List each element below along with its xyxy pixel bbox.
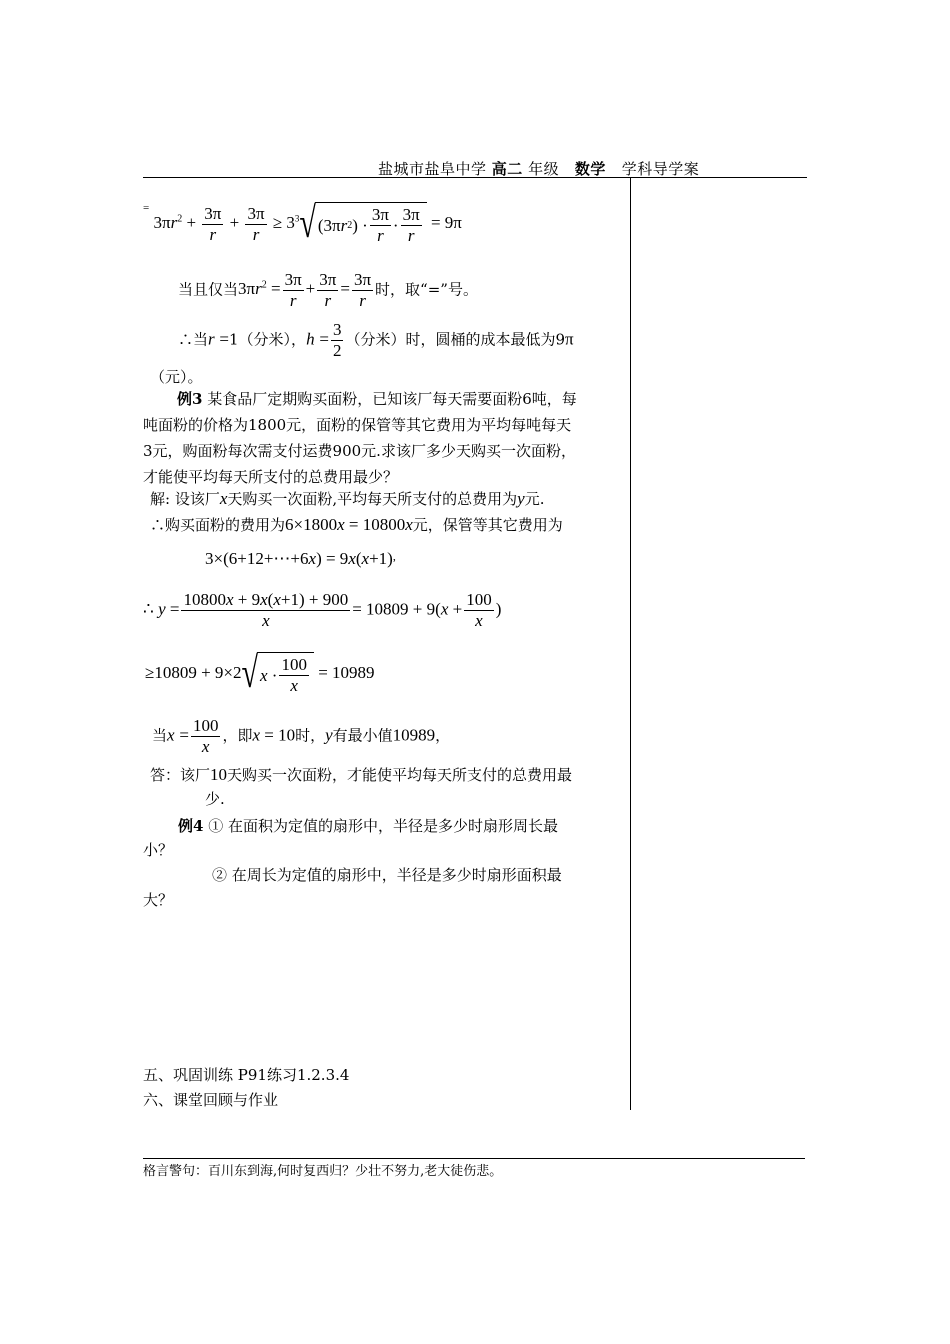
solution-when-mid: ，即 [222,726,253,745]
solution-when-end: 时， [295,726,326,745]
section-six: 六、课堂回顾与作业 [143,1091,279,1109]
example-3-line-2: 吨面粉的价格为1800元，面粉的保管等其它费用为平均每吨每天 [143,416,572,434]
answer-end: 少. [205,790,225,808]
solution-intro: 解: 设该厂x天购买一次面粉,平均每天所支付的总费用为y元. [150,489,545,508]
example-4-q1-b: 小？ [143,841,174,859]
solution-cost: ∴购买面粉的费用为6×1800x = 10800x元，保管等其它费用为 [150,515,563,534]
answer-a: 答：该厂 [150,766,211,784]
condition-prefix: 当且仅当 [178,280,239,299]
footer-motto: 格言警句：百川东到海,何时复西归？少壮不努力,老大徒伤悲。 [143,1164,503,1179]
storage-cost-equation: 3×(6+12+⋯+6x) = 9x(x+1), [205,549,396,568]
example-3 [143,386,628,490]
header-grade: 高二 [491,160,523,178]
equation-prefix: = [143,202,150,214]
header-doc-type: 学科导学案 [621,160,700,178]
header-school: 盐城市盐阜中学 [378,160,487,178]
solution-intro-b: 天购买一次面粉,平均每天所支付的总费用为 [227,490,518,508]
solution-intro-a: 解: 设该厂 [150,490,220,508]
condition-suffix: 时，取“=”号。 [375,280,478,299]
conclusion-r: 1（分米）， [229,330,307,349]
am-gm-equation: = $3\pi r^2$ + $\frac{3\pi}{r}$ + $\frac{3\pi}{r}$ ≥ $3^3$ √ (3π r 2 ) · $\frac{3\pi}{r}$ · $\frac{3\pi}{r}$ = 9π [143,199,462,248]
example-3-line-3: 3元，购面粉每次需支付运费900元.求该厂多少天购买一次面粉， [143,442,576,460]
cylinder-conclusion: ∴当r =1（分米），h = $\frac{3}{2}$ （分米）时，圆桶的成本最低为9π [178,320,574,360]
conclusion-unit: （元）。 [150,368,203,386]
answer-days: 10 [210,765,228,784]
example-3-label: 例3 [177,390,203,408]
inequality-bound: ≥10809 + 9×2 √ x · $\frac{100}{x}$ = 10989 [145,649,375,698]
answer-b: 天购买一次面粉，才能使平均每天所支付的总费用最 [227,766,573,784]
conclusion-when: ∴当 [178,330,209,349]
margin-divider [630,178,631,1110]
solution-when: 当x = $\frac{100}{x}$ ，即x = 10时，y有最小值10989， [152,716,451,756]
solution-min-text: 有最小值 [332,726,393,745]
header-subject: 数学 [574,160,606,178]
conclusion-h-unit: （分米）时，圆桶的成本最低为 [345,330,556,349]
section-five: 五、巩固训练 P91练习1.2.3.4 [143,1066,350,1084]
y-equation: ∴ y = $\frac{10800x + 9x(x+1) + 900}{x}$ = 10809 + 9(x + $\frac{100}{x}$ ) [143,590,502,630]
example-3-line-1: 某食品厂定期购买面粉，已知该厂每天需要面粉6吨，每 [207,390,577,408]
answer [150,764,572,785]
example-4-label: 例4 [178,817,204,835]
equality-condition: 当且仅当$3\pi r^2$ = $\frac{3\pi}{r}$ + $\frac{3\pi}{r}$ = $\frac{3\pi}{r}$ 时，取“=”号。 [178,270,478,310]
example-4-q2-a: ② 在周长为定值的扇形中，半径是多少时扇形面积最 [212,866,562,884]
header-rule [143,177,807,178]
solution-cost-b: 元，保管等其它费用为 [412,516,563,534]
footer-rule [143,1158,805,1159]
conclusion-cost: 9 [555,330,565,349]
header-grade-suffix: 年级 [528,160,560,178]
solution-min-value: 10989 [392,725,436,745]
solution-cost-a: ∴购买面粉的费用为 [150,516,286,534]
example-4-q1-a: ① 在面积为定值的扇形中，半径是多少时扇形周长最 [208,817,558,835]
solution-intro-c: 元. [524,490,545,508]
example-4-q2-b: 大？ [143,891,174,909]
solution-when-label: 当 [152,726,168,745]
example-4-q1 [178,815,558,836]
example-3-line-4: 才能使平均每天所支付的总费用最少？ [143,468,399,486]
page-header [378,158,699,179]
